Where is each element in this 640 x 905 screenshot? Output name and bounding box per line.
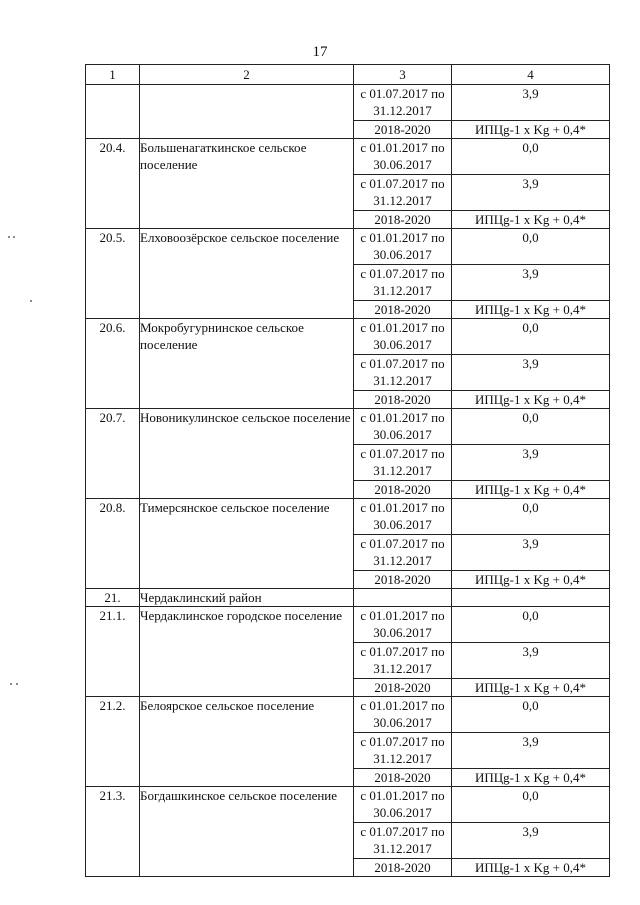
period-cell: 2018-2020 [354,211,452,229]
row-number: 20.7. [86,409,140,499]
table-row [86,697,610,733]
value-cell: ИПЦg-1 x Kg + 0,4* [452,859,610,877]
period-cell: с 01.01.2017 по 30.06.2017 [354,697,452,733]
settlement-name: Новоникулинское сельское поселение [140,409,354,499]
period-cell: 2018-2020 [354,571,452,589]
period-cell: 2018-2020 [354,481,452,499]
value-cell: 0,0 [452,319,610,355]
value-cell: 3,9 [452,85,610,121]
value-cell: 0,0 [452,499,610,535]
settlement-name: Елховоозёрское сельское поселение [140,229,354,319]
value-cell: 3,9 [452,643,610,679]
row-number: 20.5. [86,229,140,319]
tariff-table [85,64,610,877]
period-cell: с 01.07.2017 по 31.12.2017 [354,85,452,121]
header-cell: 1 [86,65,140,85]
value-cell: ИПЦg-1 x Kg + 0,4* [452,769,610,787]
table-row [86,85,610,121]
scan-speck [13,236,15,238]
value-cell: ИПЦg-1 x Kg + 0,4* [452,481,610,499]
table-row [86,139,610,175]
value-cell: ИПЦg-1 x Kg + 0,4* [452,301,610,319]
value-cell: ИПЦg-1 x Kg + 0,4* [452,679,610,697]
row-number: 20.6. [86,319,140,409]
row-number-empty [86,85,140,139]
period-cell: с 01.07.2017 по 31.12.2017 [354,355,452,391]
period-cell: 2018-2020 [354,121,452,139]
period-cell: с 01.01.2017 по 30.06.2017 [354,229,452,265]
value-cell: 0,0 [452,787,610,823]
value-cell: 3,9 [452,823,610,859]
value-cell: 3,9 [452,445,610,481]
value-cell: 3,9 [452,265,610,301]
settlement-name: Чердаклинское городское поселение [140,607,354,697]
settlement-name-empty [140,85,354,139]
table-row [86,607,610,643]
value-cell: ИПЦg-1 x Kg + 0,4* [452,211,610,229]
period-cell: с 01.07.2017 по 31.12.2017 [354,733,452,769]
period-cell: с 01.07.2017 по 31.12.2017 [354,445,452,481]
period-cell: с 01.07.2017 по 31.12.2017 [354,175,452,211]
period-cell: с 01.01.2017 по 30.06.2017 [354,499,452,535]
table-row [86,409,610,445]
district-row [86,589,610,607]
period-cell: с 01.01.2017 по 30.06.2017 [354,607,452,643]
header-cell: 3 [354,65,452,85]
table-row [86,229,610,265]
value-cell: ИПЦg-1 x Kg + 0,4* [452,391,610,409]
row-number: 21.3. [86,787,140,877]
row-number: 21.1. [86,607,140,697]
period-cell: с 01.07.2017 по 31.12.2017 [354,265,452,301]
table-row [86,499,610,535]
settlement-name: Белоярское сельское поселение [140,697,354,787]
value-cell: 3,9 [452,355,610,391]
value-cell: ИПЦg-1 x Kg + 0,4* [452,571,610,589]
period-cell: 2018-2020 [354,301,452,319]
value-cell: ИПЦg-1 x Kg + 0,4* [452,121,610,139]
value-cell: 0,0 [452,607,610,643]
header-row [86,65,610,85]
period-cell: 2018-2020 [354,859,452,877]
value-cell: 0,0 [452,697,610,733]
settlement-name: Большенагаткинское сельское поселение [140,139,354,229]
period-cell: с 01.07.2017 по 31.12.2017 [354,643,452,679]
value-cell: 3,9 [452,733,610,769]
period-cell: с 01.01.2017 по 30.06.2017 [354,139,452,175]
settlement-name: Тимерсянское сельское поселение [140,499,354,589]
period-cell: 2018-2020 [354,679,452,697]
header-cell: 4 [452,65,610,85]
row-number: 21.2. [86,697,140,787]
district-name: Чердаклинский район [140,589,354,607]
scan-speck [10,683,12,685]
period-cell: с 01.01.2017 по 30.06.2017 [354,319,452,355]
settlement-name: Богдашкинское сельское поселение [140,787,354,877]
scan-speck [16,683,18,685]
scan-speck [8,236,10,238]
period-cell: 2018-2020 [354,769,452,787]
period-cell: с 01.01.2017 по 30.06.2017 [354,787,452,823]
settlement-name: Мокробугурнинское сельское поселение [140,319,354,409]
period-cell: с 01.07.2017 по 31.12.2017 [354,535,452,571]
table-row [86,787,610,823]
value-cell: 0,0 [452,409,610,445]
row-number: 20.4. [86,139,140,229]
district-period-empty [354,589,452,607]
period-cell: с 01.07.2017 по 31.12.2017 [354,823,452,859]
period-cell: с 01.01.2017 по 30.06.2017 [354,409,452,445]
value-cell: 0,0 [452,229,610,265]
district-number: 21. [86,589,140,607]
table-row [86,319,610,355]
header-cell: 2 [140,65,354,85]
page-number: 17 [312,44,328,60]
row-number: 20.8. [86,499,140,589]
value-cell: 0,0 [452,139,610,175]
value-cell: 3,9 [452,175,610,211]
district-value-empty [452,589,610,607]
value-cell: 3,9 [452,535,610,571]
scan-speck [30,300,32,302]
period-cell: 2018-2020 [354,391,452,409]
